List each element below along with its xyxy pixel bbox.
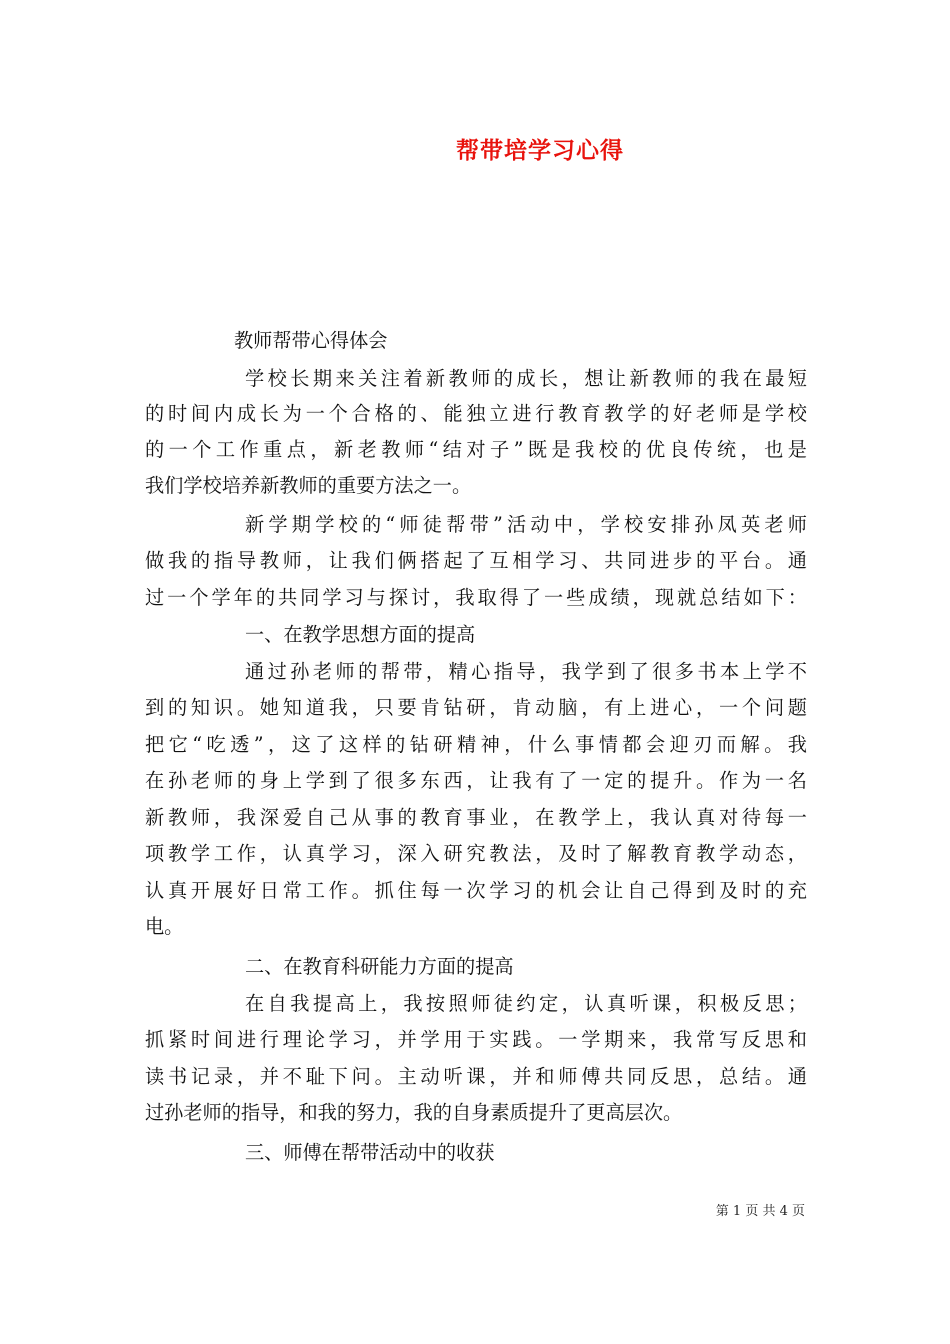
section-heading: 一、在教学思想方面的提高 [245,623,476,646]
paragraph-line: 读书记录，并不耻下问。主动听课，并和师傅共同反思，总结。通 [145,1065,807,1088]
paragraph-line: 项教学工作，认真学习，深入研究教法，及时了解教育教学动态， [145,842,807,865]
paragraph-line: 过孙老师的指导，和我的努力，我的自身素质提升了更高层次。 [145,1101,683,1124]
paragraph-line: 新教师，我深爱自己从事的教育事业，在教学上，我认真对待每一 [145,806,807,829]
paragraph-line: 学校长期来关注着新教师的成长，想让新教师的我在最短 [245,367,807,390]
subtitle-line: 教师帮带心得体会 [234,329,388,352]
paragraph-line: 新学期学校的“师徒帮带”活动中，学校安排孙凤英老师 [245,513,807,536]
paragraph-line: 把它“吃透”，这了这样的钻研精神，什么事情都会迎刃而解。我 [145,733,807,756]
paragraph-line: 到的知识。她知道我，只要肯钻研，肯动脑，有上进心，一个问题 [145,696,807,719]
paragraph-line: 的一个工作重点，新老教师“结对子”既是我校的优良传统，也是 [145,438,807,461]
section-heading: 三、师傅在帮带活动中的收获 [245,1141,495,1164]
paragraph-line: 认真开展好日常工作。抓住每一次学习的机会让自己得到及时的充 [145,879,807,902]
paragraph-line: 电。 [145,915,184,938]
paragraph-line: 在自我提高上，我按照师徒约定，认真听课，积极反思； [245,992,807,1015]
page-number: 第 1 页 共 4 页 [715,1204,805,1219]
paragraph-line: 过一个学年的共同学习与探讨，我取得了一些成绩，现就总结如下： [145,586,807,609]
paragraph-line: 做我的指导教师，让我们俩搭起了互相学习、共同进步的平台。通 [145,549,807,572]
paragraph-line: 的时间内成长为一个合格的、能独立进行教育教学的好老师是学校 [145,402,807,425]
paragraph-line: 在孙老师的身上学到了很多东西，让我有了一定的提升。作为一名 [145,769,807,792]
paragraph-line: 通过孙老师的帮带，精心指导，我学到了很多书本上学不 [245,660,807,683]
document-title: 帮带培学习心得 [456,137,624,164]
paragraph-line: 我们学校培养新教师的重要方法之一。 [145,474,472,497]
section-heading: 二、在教育科研能力方面的提高 [245,955,514,978]
paragraph-line: 抓紧时间进行理论学习，并学用于实践。一学期来，我常写反思和 [145,1028,807,1051]
